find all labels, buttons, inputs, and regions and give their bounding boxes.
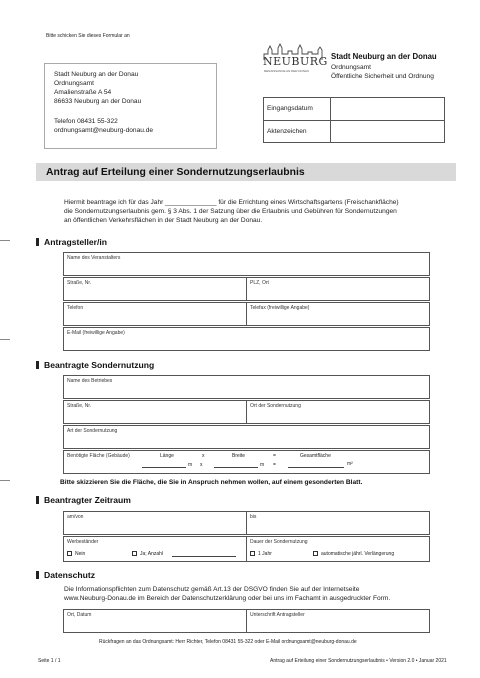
- area-row: [63, 450, 430, 474]
- place-date-label: Ort, Datum: [67, 612, 92, 618]
- intro-line-1: Hiermit beantrage ich für das Jahr ______________ für die Errichtung eines Wirtschaftsgartens (Freischankfläche): [64, 199, 399, 206]
- period-from-field[interactable]: [63, 511, 247, 535]
- width-label: Breite: [232, 453, 246, 459]
- width-input[interactable]: [214, 461, 258, 468]
- privacy-line-2: www.Neuburg-Donau.de im Bereich der Datenschutzerklärung oder bei uns im Fachamt in ausgedruckter Form.: [64, 595, 391, 602]
- one-year-label: 1 Jahr: [258, 551, 272, 557]
- times-sign-2: x: [200, 462, 203, 468]
- usage-heading: Beantragte Sondernutzung: [44, 360, 155, 370]
- auto-extend-option[interactable]: [313, 551, 394, 557]
- applicant-phone-field[interactable]: [63, 302, 247, 326]
- applicant-zip-city-field[interactable]: [246, 277, 430, 301]
- duration-label: Dauer der Sondernutzung: [250, 539, 308, 545]
- length-input[interactable]: [142, 461, 186, 468]
- business-name-field[interactable]: [63, 375, 430, 399]
- width-unit: m: [260, 462, 265, 468]
- organizer-label: Name des Veranstalters: [67, 255, 121, 261]
- section-marker-period: [36, 496, 39, 504]
- usage-location-field[interactable]: [246, 400, 430, 424]
- area-unit: m²: [347, 461, 353, 467]
- page-title: Antrag auf Erteilung einer Sondernutzungserlaubnis: [46, 167, 305, 178]
- usage-street-label: Straße, Nr.: [67, 403, 92, 409]
- applicant-phone-label: Telefon: [67, 305, 84, 311]
- address-line-3: Amalienstraße A 54: [54, 89, 112, 96]
- logo-tagline: RENAISSANCE AN DER DONAU: [264, 69, 310, 73]
- period-to-field[interactable]: [246, 511, 430, 535]
- total-area-label: Gesamtfläche: [300, 453, 331, 459]
- address-line-4: 86633 Neuburg an der Donau: [54, 98, 142, 105]
- privacy-line-1: Die Informationspflichten zum Datenschutz gemäß Art.13 der DSGVO finden Sie auf der Internetseite: [64, 586, 360, 593]
- applicant-street-field[interactable]: [63, 277, 247, 301]
- sign-no-option[interactable]: [67, 551, 85, 557]
- period-to-label: bis: [250, 514, 257, 520]
- received-date-label: Eingangsdatum: [267, 105, 313, 112]
- checkbox-icon[interactable]: [250, 551, 255, 556]
- usage-street-field[interactable]: [63, 400, 247, 424]
- usage-location-label: Ort der Sondernutzung: [250, 403, 301, 409]
- times-sign-1: x: [202, 453, 205, 459]
- address-line-2: Ordnungsamt: [54, 80, 94, 87]
- section-marker-privacy: [36, 571, 39, 579]
- applicant-heading: Antragsteller/in: [44, 237, 108, 247]
- sign-yes-option[interactable]: [132, 551, 163, 557]
- signature-label: Unterschrift Antragsteller: [250, 612, 305, 618]
- sign-no-label: Nein: [75, 551, 86, 557]
- fold-mark-bottom: [0, 480, 10, 481]
- return-note: Bitte schicken Sie dieses Formular an: [46, 33, 130, 39]
- one-year-option[interactable]: [250, 551, 272, 557]
- applicant-fax-label: Telefax (freiwillige Angabe): [250, 305, 310, 311]
- usage-type-field[interactable]: [63, 425, 430, 449]
- checkbox-icon[interactable]: [132, 551, 137, 556]
- checkbox-icon[interactable]: [313, 551, 318, 556]
- length-label: Länge: [160, 453, 174, 459]
- place-date-field[interactable]: [63, 609, 247, 633]
- period-from-label: am/von: [67, 514, 84, 520]
- length-unit: m: [188, 462, 193, 468]
- applicant-street-label: Straße, Nr.: [67, 280, 92, 286]
- usage-type-label: Art der Sondernutzung: [67, 428, 118, 434]
- org-department: Ordnungsamt: [331, 64, 371, 71]
- sketch-note: Bitte skizzieren Sie die Fläche, die Sie in Anspruch nehmen wollen, auf einem gesonderten Blatt.: [60, 479, 363, 486]
- privacy-heading: Datenschutz: [44, 570, 96, 580]
- applicant-zip-city-label: PLZ, Ort: [250, 280, 269, 286]
- sign-stand-label: Werbeständer: [67, 539, 99, 545]
- address-email: ordnungsamt@neuburg-donau.de: [54, 127, 154, 134]
- logo-wordmark: NEUBURG: [263, 55, 328, 68]
- section-marker-applicant: [36, 238, 39, 246]
- section-marker-usage: [36, 361, 39, 369]
- signature-field[interactable]: [246, 609, 430, 633]
- organizer-field[interactable]: [63, 252, 430, 276]
- received-date-field[interactable]: [331, 98, 444, 120]
- equals-sign-1: =: [273, 453, 276, 459]
- intro-line-3: an öffentlichen Verkehrsflächen in der Stadt Neuburg an der Donau.: [64, 217, 263, 224]
- auto-extend-label: automatische jährl. Verlängerung: [321, 551, 395, 557]
- org-title: Stadt Neuburg an der Donau: [331, 52, 437, 61]
- intro-line-2: die Sondernutzungserlaubnis gem. § 3 Abs. 1 der Satzung über die Erlaubnis und Gebühren für Sondernutzungen: [64, 208, 397, 215]
- fold-mark-top: [0, 240, 10, 241]
- applicant-email-label: E-Mail (freiwillige Angabe): [67, 330, 125, 336]
- page-number: Seite 1 / 1: [38, 658, 61, 664]
- sign-count-input[interactable]: [172, 550, 236, 557]
- total-area-input[interactable]: [288, 461, 344, 468]
- address-line-1: Stadt Neuburg an der Donau: [54, 71, 139, 78]
- area-label: Benötigte Fläche (Gebäude): [67, 453, 130, 459]
- city-logo: [262, 40, 328, 76]
- checkbox-icon[interactable]: [67, 551, 72, 556]
- business-name-label: Name des Betriebes: [67, 378, 113, 384]
- form-version: Antrag auf Erteilung einer Sondernutzungserlaubnis • Version 2.0 • Januar 2021: [270, 658, 447, 664]
- sign-yes-label: Ja; Anzahl: [140, 551, 164, 557]
- address-phone: Telefon 08431 55-322: [54, 118, 118, 125]
- applicant-fax-field[interactable]: [246, 302, 430, 326]
- file-number-label: Aktenzeichen: [267, 128, 307, 135]
- footer-contact: Rückfragen an das Ordnungsamt: Herr Richter, Telefon 08431 55-322 oder E-Mail ordnungsamt@neuburg-donau.de: [99, 639, 357, 645]
- duration-field: [246, 536, 430, 562]
- file-number-field[interactable]: [331, 121, 444, 142]
- applicant-email-field[interactable]: [63, 327, 430, 351]
- fold-mark-middle: [0, 339, 10, 340]
- sign-stand-field: [63, 536, 247, 562]
- org-division: Öffentliche Sicherheit und Ordnung: [331, 73, 434, 80]
- period-heading: Beantragter Zeitraum: [44, 495, 131, 505]
- equals-sign-2: =: [273, 462, 276, 468]
